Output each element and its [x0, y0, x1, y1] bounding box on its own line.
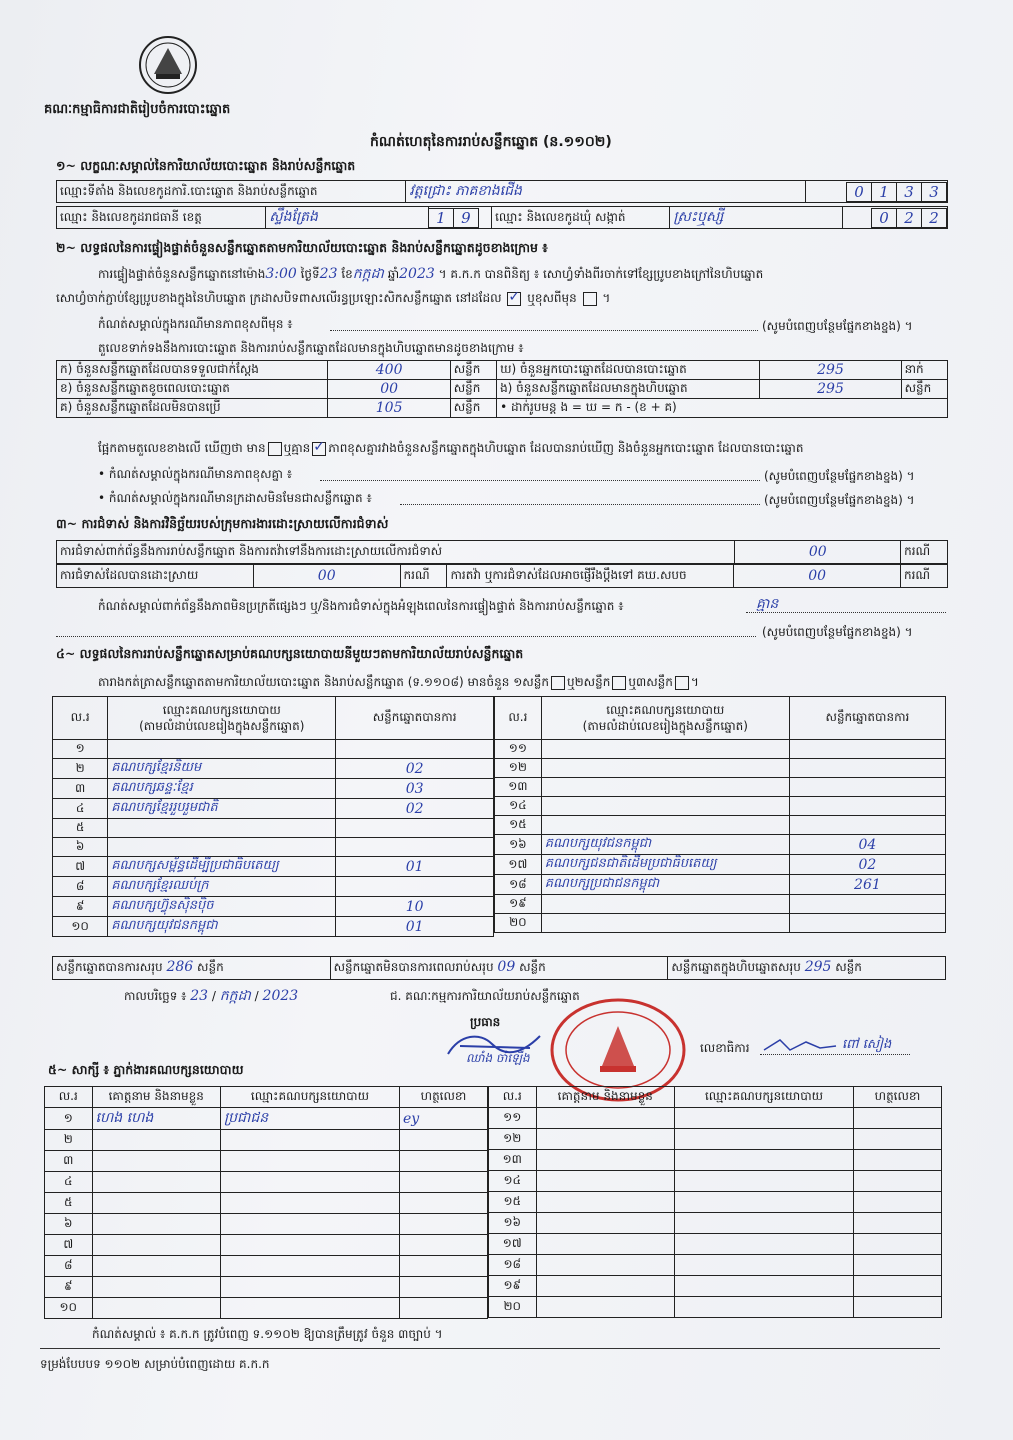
valid-votes: [789, 816, 945, 835]
witness-party: [220, 1172, 399, 1193]
verify-line-2: សោហ្វំចាក់ភ្ជាប់ខ្សែប្រូបខាងក្នុងនៃហិបឆ្នោត ក្រដាសបិទពាសលើរន្ធប្រឡោះសិកសន្លឹកឆ្នោត នៅដដែល ✓ ឬខុសពីមុន ។: [56, 290, 610, 306]
valid-votes: [789, 914, 945, 933]
count-d-unit: នាក់: [901, 361, 947, 380]
witness-party: ប្រជាជន: [220, 1108, 399, 1130]
row-number: ២០: [489, 1297, 537, 1318]
resolved-unit: ករណី: [400, 565, 447, 588]
objection-table-row2: [56, 564, 948, 588]
table-row: [45, 1151, 488, 1172]
table-row: [45, 1277, 488, 1298]
witness-name: [92, 1298, 220, 1319]
paper-note-suffix: (សូមបំពេញបន្ថែមផ្នែកខាងខ្នង) ។: [764, 493, 915, 507]
row-number: ៥: [45, 1193, 93, 1214]
witness-party: [220, 1256, 399, 1277]
witness-name: [536, 1213, 675, 1234]
witness-sign: [854, 1129, 942, 1150]
commune-code: 0 2 2: [843, 207, 948, 229]
table-row: [45, 1193, 488, 1214]
witness-sign: [399, 1277, 487, 1298]
col-no: ល.រ: [495, 697, 542, 740]
section-1-heading: ១~ លក្ខណៈសម្គាល់នៃការិយាល័យបោះឆ្នោត និងរាប់សន្លឹកឆ្នោត: [56, 158, 356, 173]
witness-sign: [399, 1214, 487, 1235]
table-row: [53, 838, 494, 857]
count-e-value: 295: [817, 381, 844, 397]
station-value: វត្តជ្រោះ ភាគខាងជើង: [409, 183, 522, 199]
table-row: [53, 799, 494, 819]
table-row: [495, 855, 946, 875]
station-code: 0 1 3 3: [806, 181, 948, 203]
row-number: ៥: [53, 819, 108, 838]
party-name: គណបក្សខ្មែរឈប់ក្រ: [108, 877, 336, 897]
valid-votes: 02: [336, 799, 494, 819]
diff-note-line: [320, 480, 760, 481]
row-number: ២០: [495, 914, 542, 933]
table-row: [53, 740, 494, 759]
objection-table: [56, 540, 948, 564]
witness-party: [675, 1108, 854, 1129]
table-row: [495, 797, 946, 816]
witness-name: [536, 1255, 675, 1276]
party-name: គណបក្សខ្មែរនិយម: [108, 759, 336, 779]
w-col-party: ឈ្មោះគណបក្សនយោបាយ: [675, 1087, 854, 1108]
row-number: ៦: [45, 1214, 93, 1235]
row-number: ១៩: [489, 1276, 537, 1297]
no-diff-checkbox[interactable]: [312, 442, 326, 456]
party-name: [108, 819, 336, 838]
province-code: 1 9: [428, 207, 491, 229]
party-name: [541, 740, 789, 759]
valid-votes: 01: [336, 917, 494, 937]
count-d-value: 295: [817, 362, 844, 378]
secretary-line: [760, 1054, 910, 1055]
diff-note-suffix: (សូមបំពេញបន្ថែមផ្នែកខាងខ្នង) ។: [764, 469, 915, 483]
row-number: ១៦: [489, 1213, 537, 1234]
witness-party: [675, 1276, 854, 1297]
secretary-name: ពៅ សៀង: [842, 1037, 892, 1052]
nec-emblem-icon: [136, 34, 200, 96]
witness-sign: [854, 1150, 942, 1171]
section-4-heading: ៤~ លទ្ធផលនៃការរាប់សន្លឹកឆ្នោតសម្រាប់គណបក្សនយោបាយនីមួយៗតាមការិយាល័យរាប់សន្លឹកឆ្នោត: [56, 646, 524, 661]
col-votes: សន្លឹកឆ្នោតបានការ: [336, 697, 494, 740]
count-b-value: 00: [380, 381, 399, 397]
count-a-label: ក) ចំនួនសន្លឹកឆ្នោតដែលបានទទួលជាក់ស្តែង: [57, 361, 328, 380]
row-number: ៣: [53, 779, 108, 799]
table-row: [495, 778, 946, 797]
table-row: [489, 1171, 942, 1192]
row-number: ១០: [45, 1298, 93, 1319]
count-a-value: 400: [375, 362, 403, 378]
commune-value: ស្រះឬស្សី: [673, 209, 724, 225]
witness-sign: [854, 1108, 942, 1129]
irregularity-note-line: [746, 612, 946, 613]
count-c-unit: សន្លឹក: [450, 399, 496, 418]
section-3-heading: ៣~ ការជំទាស់ និងការវិនិច្ឆ័យរបស់ក្រុមការងារដោះស្រាយលើការជំទាស់: [56, 516, 389, 531]
witness-sign: [399, 1151, 487, 1172]
change-note-label: កំណត់សម្គាល់ក្នុងករណីមានភាពខុសពីមុន ៖: [98, 317, 293, 331]
section-2-heading: ២~ លទ្ធផលនៃការផ្ទៀងផ្ទាត់ចំនួនសន្លឹកឆ្នោតតាមការិយាល័យបោះឆ្នោត និងរាប់សន្លឹកឆ្នោតដូចខាងក្រោម ៖: [56, 240, 548, 255]
witness-sign: [399, 1172, 487, 1193]
table-row: [53, 897, 494, 917]
witness-party: [675, 1150, 854, 1171]
witness-party: [220, 1151, 399, 1172]
w-col-party: ឈ្មោះគណបក្សនយោបាយ: [220, 1087, 399, 1108]
witness-name: [536, 1192, 675, 1213]
count-b-label: ខ) ចំនួនសន្លឹកឆ្នោតខូចពេលបោះឆ្នោត: [57, 380, 328, 399]
date-line: កាលបរិច្ឆេទ ៖ 23 / កក្កដា / 2023: [124, 988, 299, 1004]
witness-party: [675, 1297, 854, 1318]
party-name: [541, 778, 789, 797]
two-sheet-checkbox[interactable]: [612, 676, 626, 690]
row-number: ៧: [53, 857, 108, 877]
commune-label: ឈ្មោះ និងលេខកូដឃុំ សង្កាត់: [492, 207, 670, 229]
resolved-value: 00: [317, 568, 336, 584]
witness-sign: [854, 1192, 942, 1213]
party-name: គណបក្សយុវជនកម្ពុជា: [541, 835, 789, 855]
forwarded-label: ការតវ៉ា ឬការជំទាស់ដែលអាចផ្ញើរឹងប្តឹងទៅ គឃ.សបច: [447, 565, 734, 588]
totals-table: [52, 956, 946, 980]
witness-party: [675, 1213, 854, 1234]
witness-sign: [399, 1298, 487, 1319]
row-number: ១៨: [489, 1255, 537, 1276]
valid-votes: [336, 877, 494, 897]
witness-party: [220, 1214, 399, 1235]
irregularity-note-suffix: (សូមបំពេញបន្ថែមផ្នែកខាងខ្នង) ។: [762, 625, 913, 639]
row-number: ១៧: [495, 855, 542, 875]
witness-name: [536, 1276, 675, 1297]
total-invalid: សន្លឹកឆ្នោតមិនបានការពេលរាប់សរុប 09 សន្លឹក: [330, 957, 668, 980]
province-label: ឈ្មោះ និងលេខកូដរាជធានី ខេត្ត: [57, 207, 266, 229]
table-row: [489, 1192, 942, 1213]
section-5-heading: ៥~ សាក្សី ៖ ភ្នាក់ងារគណបក្សនយោបាយ: [48, 1062, 244, 1077]
row-number: ២: [45, 1130, 93, 1151]
witness-party: [675, 1171, 854, 1192]
party-name: [541, 914, 789, 933]
objection-value: 00: [808, 544, 827, 560]
irregularity-note-label: កំណត់សម្គាល់ពាក់ព័ន្ធនឹងភាពមិនប្រក្រតីផ្សេងៗ ឬ/និងការជំទាស់ក្នុងអំឡុងពេលនៃការផ្ទៀងផ្ទាត់ និងការរាប់សន្លឹកឆ្នោត ៖: [98, 599, 624, 613]
row-number: ១១: [495, 740, 542, 759]
compare-line: ផ្អែកតាមតួលេខខាងលើ ឃើញថា មាន ឬគ្មាន✓ ភាពខុសគ្នារវាងចំនួនសន្លឹកឆ្នោតក្នុងហិបឆ្នោត ដែលបានរាប់ឃើញ និងចំនួនអ្នកបោះឆ្នោត ដែលបានបោះឆ្នោត: [98, 440, 803, 456]
witness-sign: [399, 1235, 487, 1256]
witness-name: [92, 1193, 220, 1214]
section-1-table: [56, 180, 948, 203]
valid-votes: [336, 819, 494, 838]
witness-sign: [854, 1234, 942, 1255]
table-row: [489, 1213, 942, 1234]
table-row: [489, 1129, 942, 1150]
valid-votes: 02: [789, 855, 945, 875]
footnote: កំណត់សម្គាល់ ៖ គ.ក.ក ត្រូវបំពេញ ទ.១១០២ ឱ្យបានត្រឹមត្រូវ ចំនួន ៣ច្បាប់ ។: [92, 1327, 443, 1341]
witness-sign: [854, 1213, 942, 1234]
witness-party: [220, 1193, 399, 1214]
party-name: គណបក្សប្រជាជនកម្ពុជា: [541, 875, 789, 895]
count-e-label: ង) ចំនួនសន្លឹកឆ្នោតដែលមានក្នុងហិបឆ្នោត: [497, 380, 760, 399]
party-results-table-right: [494, 696, 946, 933]
witness-party: [220, 1235, 399, 1256]
paper-note-label: • កំណត់សម្គាល់ក្នុងករណីមានក្រដាសមិនមែនជាសន្លឹកឆ្នោត ៖: [98, 491, 372, 505]
row-number: ១: [45, 1108, 93, 1130]
witness-name: [536, 1297, 675, 1318]
table-row: [45, 1130, 488, 1151]
row-number: ១៤: [495, 797, 542, 816]
witness-sign: [399, 1130, 487, 1151]
row-number: ១៣: [495, 778, 542, 797]
witness-sign: [854, 1255, 942, 1276]
witness-party: [220, 1130, 399, 1151]
row-number: ៣: [45, 1151, 93, 1172]
party-results-table-left: [52, 696, 494, 937]
w-col-no: ល.រ: [45, 1087, 93, 1108]
has-diff-checkbox[interactable]: [268, 442, 282, 456]
row-number: ១២: [495, 759, 542, 778]
row-number: ៨: [53, 877, 108, 897]
count-e-unit: សន្លឹក: [901, 380, 947, 399]
table-row: [45, 1256, 488, 1277]
row-number: ១៩: [495, 895, 542, 914]
three-sheet-checkbox[interactable]: [675, 676, 689, 690]
row-number: ២: [53, 759, 108, 779]
count-intro: តួលេខទាក់ទងនឹងការបោះឆ្នោត និងការរាប់សន្លឹកឆ្នោតដែលមានក្នុងហិបឆ្នោតមានដូចខាងក្រោម ៖: [98, 341, 524, 355]
valid-votes: 03: [336, 779, 494, 799]
table-row: [489, 1276, 942, 1297]
witness-name: [536, 1150, 675, 1171]
w-col-no: ល.រ: [489, 1087, 537, 1108]
footer-rule: [40, 1348, 940, 1349]
valid-votes: [789, 797, 945, 816]
witness-name: [92, 1277, 220, 1298]
witness-table-right: [488, 1086, 942, 1318]
witness-sign: [854, 1297, 942, 1318]
col-party: ឈ្មោះគណបក្សនយោបាយ (តាមលំដាប់លេខរៀងក្នុងសន្លឹកឆ្នោត): [108, 697, 336, 740]
table-row: [495, 895, 946, 914]
count-d-label: ឃ) ចំនួនអ្នកបោះឆ្នោតដែលបានបោះឆ្នោត: [497, 361, 760, 380]
witness-name: [92, 1214, 220, 1235]
one-sheet-checkbox[interactable]: [551, 676, 565, 690]
valid-votes: [789, 740, 945, 759]
table-row: [45, 1172, 488, 1193]
irregularity-note-value: គ្មាន: [756, 596, 779, 612]
form-footer: ទម្រង់បែបបទ ១១០២ សម្រាប់បំពេញដោយ គ.ក.ក: [40, 1357, 270, 1371]
row-number: ១៣: [489, 1150, 537, 1171]
party-name: [108, 838, 336, 857]
witness-sign: [854, 1171, 942, 1192]
witness-party: [220, 1298, 399, 1319]
forwarded-value: 00: [808, 568, 827, 584]
table-row: [489, 1255, 942, 1276]
count-a-unit: សន្លឹក: [450, 361, 496, 380]
table-row: [53, 819, 494, 838]
row-number: ១៥: [489, 1192, 537, 1213]
witness-sign: [399, 1256, 487, 1277]
table-row: [45, 1235, 488, 1256]
witness-sign: [854, 1276, 942, 1297]
table-row: [45, 1108, 488, 1130]
count-table: [56, 360, 948, 418]
form-title: កំណត់ហេតុនៃការរាប់សន្លឹកឆ្នោត (ន.១១០២): [370, 134, 612, 150]
col-no: ល.រ: [53, 697, 108, 740]
row-number: ១១: [489, 1108, 537, 1129]
table-row: [53, 877, 494, 897]
row-number: ៩: [45, 1277, 93, 1298]
verify-line-1: ការផ្ទៀងផ្ទាត់ចំនួនសន្លឹកឆ្នោតនៅម៉ោង3:00 ថ្ងៃទី23 ខែកក្កដា ឆ្នាំ2023 ។ គ.ក.ក បានពិនិត្យ ៖ សោហ្វំទាំងពីរចាក់ទៅខ្សែប្រូបខាងក្រៅនៃហិបឆ្នោត: [98, 266, 764, 282]
col-party: ឈ្មោះគណបក្សនយោបាយ (តាមលំដាប់លេខរៀងក្នុងសន្លឹកឆ្នោត): [541, 697, 789, 740]
objection-label: ការជំទាស់ពាក់ព័ន្ធនឹងការរាប់សន្លឹកឆ្នោត និងការតវ៉ាទៅនឹងការដោះស្រាយលើការជំទាស់: [57, 541, 735, 564]
w-col-sign: ហត្ថលេខា: [854, 1087, 942, 1108]
party-name: គណបក្សហ៊្វុនស៊ិនប៉ិច: [108, 897, 336, 917]
witness-name: ហេង ហេង: [92, 1108, 220, 1130]
table-row: [489, 1234, 942, 1255]
committee-name: គណៈកម្មាធិការជាតិរៀបចំការបោះឆ្នោត: [44, 102, 231, 117]
valid-votes: 01: [336, 857, 494, 877]
witness-sign: ey: [399, 1108, 487, 1130]
table-row: [489, 1150, 942, 1171]
row-number: ៩: [53, 897, 108, 917]
witness-name: [536, 1234, 675, 1255]
table-row: [53, 857, 494, 877]
diff-note-label: • កំណត់សម្គាល់ក្នុងករណីមានភាពខុសគ្នា ៖: [98, 467, 293, 481]
witness-name: [92, 1172, 220, 1193]
station-label: ឈ្មោះទីតាំង និងលេខកូដការិ.បោះឆ្នោត និងរាប់សន្លឹកឆ្នោត: [57, 181, 406, 203]
valid-votes: [336, 740, 494, 759]
row-number: ១០: [53, 917, 108, 937]
irregularity-note-line-2: [56, 636, 756, 637]
party-name: គណបក្សសម្ព័ន្ធដើម្បីប្រជាធិបតេយ្យ: [108, 857, 336, 877]
party-name: គណបក្សខ្មែររួបរួមជាតិ: [108, 799, 336, 819]
row-number: ៤: [53, 799, 108, 819]
formula: • ដាក់រូបមន្ត ង = ឃ = ក - (ខ + គ): [497, 399, 948, 418]
table-row: [495, 875, 946, 895]
valid-votes: [789, 778, 945, 797]
row-number: ៦: [53, 838, 108, 857]
party-name: [541, 816, 789, 835]
w-col-name: គោត្តនាម និងនាមខ្លួន: [92, 1087, 220, 1108]
witness-party: [675, 1255, 854, 1276]
valid-votes: [789, 895, 945, 914]
forwarded-unit: ករណី: [900, 565, 947, 588]
province-value: ស្ទឹងត្រែង: [269, 209, 318, 225]
valid-votes: 02: [336, 759, 494, 779]
row-number: ១២: [489, 1129, 537, 1150]
secretary-label: លេខាធិការ: [700, 1041, 750, 1055]
total-in-box: សន្លឹកឆ្នោតក្នុងហិបឆ្នោតសរុប 295 សន្លឹក: [668, 957, 946, 980]
row-number: ១៨: [495, 875, 542, 895]
party-name: គណបក្សយុវជនកម្ពុជា: [108, 917, 336, 937]
valid-votes: [336, 838, 494, 857]
witness-name: [536, 1129, 675, 1150]
sheet-count-line: តារាងកត់ត្រាសន្លឹកឆ្នោតតាមការិយាល័យបោះឆ្នោត និងរាប់សន្លឹកឆ្នោត (ទ.១១០៨) មានចំនួន ១សន្លឹក ឬ២សន្លឹក ឬ៣សន្លឹក ។: [98, 675, 699, 689]
changed-checkbox[interactable]: [583, 292, 597, 306]
table-row: [45, 1298, 488, 1319]
valid-votes: 10: [336, 897, 494, 917]
witness-name: [92, 1130, 220, 1151]
change-note-suffix: (សូមបំពេញបន្ថែមផ្នែកខាងខ្នង) ។: [762, 319, 913, 333]
row-number: ១៧: [489, 1234, 537, 1255]
chair-name: ឈាំង ចាំឡើង: [466, 1051, 530, 1065]
witness-party: [220, 1277, 399, 1298]
table-row: [495, 914, 946, 933]
paper-note-line: [400, 504, 760, 505]
objection-unit: ករណី: [901, 541, 948, 564]
witness-name: [92, 1256, 220, 1277]
w-col-name: គោត្តនាម និងនាមខ្លួន: [536, 1087, 675, 1108]
office-label: ជ. គណៈកម្មការការិយាល័យរាប់សន្លឹកឆ្នោត: [390, 989, 580, 1003]
table-row: [53, 759, 494, 779]
section-1-table-row2: [56, 206, 948, 229]
w-col-sign: ហត្ថលេខា: [399, 1087, 487, 1108]
valid-votes: 261: [789, 875, 945, 895]
party-name: [541, 759, 789, 778]
table-row: [53, 917, 494, 937]
table-row: [45, 1214, 488, 1235]
table-row: [495, 740, 946, 759]
resolved-label: ការជំទាស់ដែលបានដោះស្រាយ: [57, 565, 254, 588]
table-row: [495, 759, 946, 778]
witness-name: [536, 1171, 675, 1192]
witness-name: [92, 1151, 220, 1172]
witness-table-left: [44, 1086, 488, 1319]
valid-votes: [789, 759, 945, 778]
party-name: គណបក្សជនជាតិដើមប្រជាធិបតេយ្យ: [541, 855, 789, 875]
row-number: ១: [53, 740, 108, 759]
row-number: ៤: [45, 1172, 93, 1193]
party-name: [541, 797, 789, 816]
count-c-value: 105: [375, 400, 403, 416]
witness-name: [92, 1235, 220, 1256]
witness-party: [675, 1234, 854, 1255]
table-row: [53, 779, 494, 799]
party-name: [108, 740, 336, 759]
change-note-line: [330, 330, 758, 331]
table-row: [495, 835, 946, 855]
party-name: គណបក្សឆន្ទៈខ្មែរ: [108, 779, 336, 799]
party-name: [541, 895, 789, 914]
table-row: [489, 1297, 942, 1318]
count-c-label: គ) ចំនួនសន្លឹកឆ្នោតដែលមិនបានប្រើ: [57, 399, 328, 418]
col-votes: សន្លឹកឆ្នោតបានការ: [789, 697, 945, 740]
count-b-unit: សន្លឹក: [450, 380, 496, 399]
table-row: [495, 816, 946, 835]
total-valid: សន្លឹកឆ្នោតបានការសរុប 286 សន្លឹក: [53, 957, 331, 980]
witness-sign: [399, 1193, 487, 1214]
row-number: ១៥: [495, 816, 542, 835]
row-number: ១៤: [489, 1171, 537, 1192]
row-number: ៧: [45, 1235, 93, 1256]
row-number: ៨: [45, 1256, 93, 1277]
witness-party: [675, 1129, 854, 1150]
valid-votes: 04: [789, 835, 945, 855]
chair-label: ប្រធាន: [470, 1015, 501, 1029]
row-number: ១៦: [495, 835, 542, 855]
same-checkbox[interactable]: [507, 292, 521, 306]
witness-name: [536, 1108, 675, 1129]
table-row: [489, 1108, 942, 1129]
witness-party: [675, 1192, 854, 1213]
